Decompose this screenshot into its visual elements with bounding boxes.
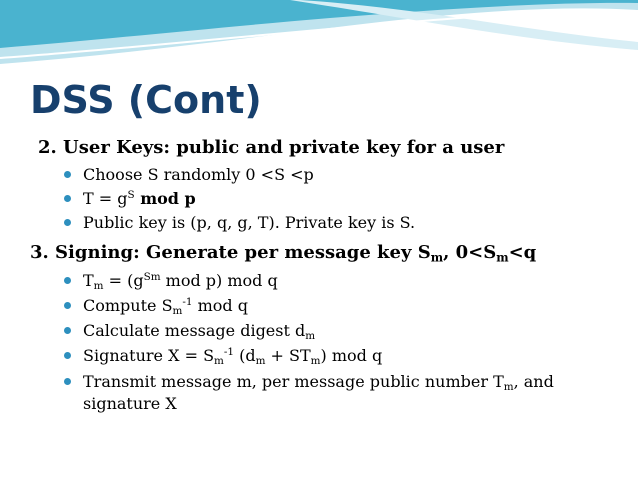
section-heading-signing: 3. Signing: Generate per message key $S_m$, $0<S_m<q$ (30, 242, 537, 265)
section-heading-user-keys: 2. User Keys: public and private key for a user (38, 137, 505, 158)
bullet-message-digest: Calculate message digest $d_m$ (83, 321, 316, 343)
bullet-icon (64, 171, 71, 178)
bullet-icon (64, 302, 71, 309)
bullet-icon (64, 327, 71, 334)
bullet-icon (64, 378, 71, 385)
bullet-compute-inverse: Compute $S_m^{-1}$ mod q (83, 295, 248, 318)
bullet-transmit: Transmit message m, per message public number $T_m$, and (83, 372, 554, 394)
bullet-public-key: Public key is (p, q, g, T). Private key is S. (83, 213, 416, 232)
bullet-icon (64, 352, 71, 359)
bullet-transmit-continued: signature X (83, 394, 177, 413)
bullet-signature: Signature $X = S_m^{-1}$ $(d_m + ST_m)$ mod q (83, 345, 383, 368)
bullet-icon (64, 277, 71, 284)
bullet-tm: $T_m = (g^{Sm}$ mod p) mod q (83, 270, 278, 293)
bullet-icon (64, 195, 71, 202)
bullet-icon (64, 219, 71, 226)
bullet-public-t: $T = g^S$ mod p (83, 188, 196, 208)
bullet-choose-s: Choose S randomly 0 <S <p (83, 165, 314, 184)
slide-title: DSS (Cont) (30, 78, 262, 122)
